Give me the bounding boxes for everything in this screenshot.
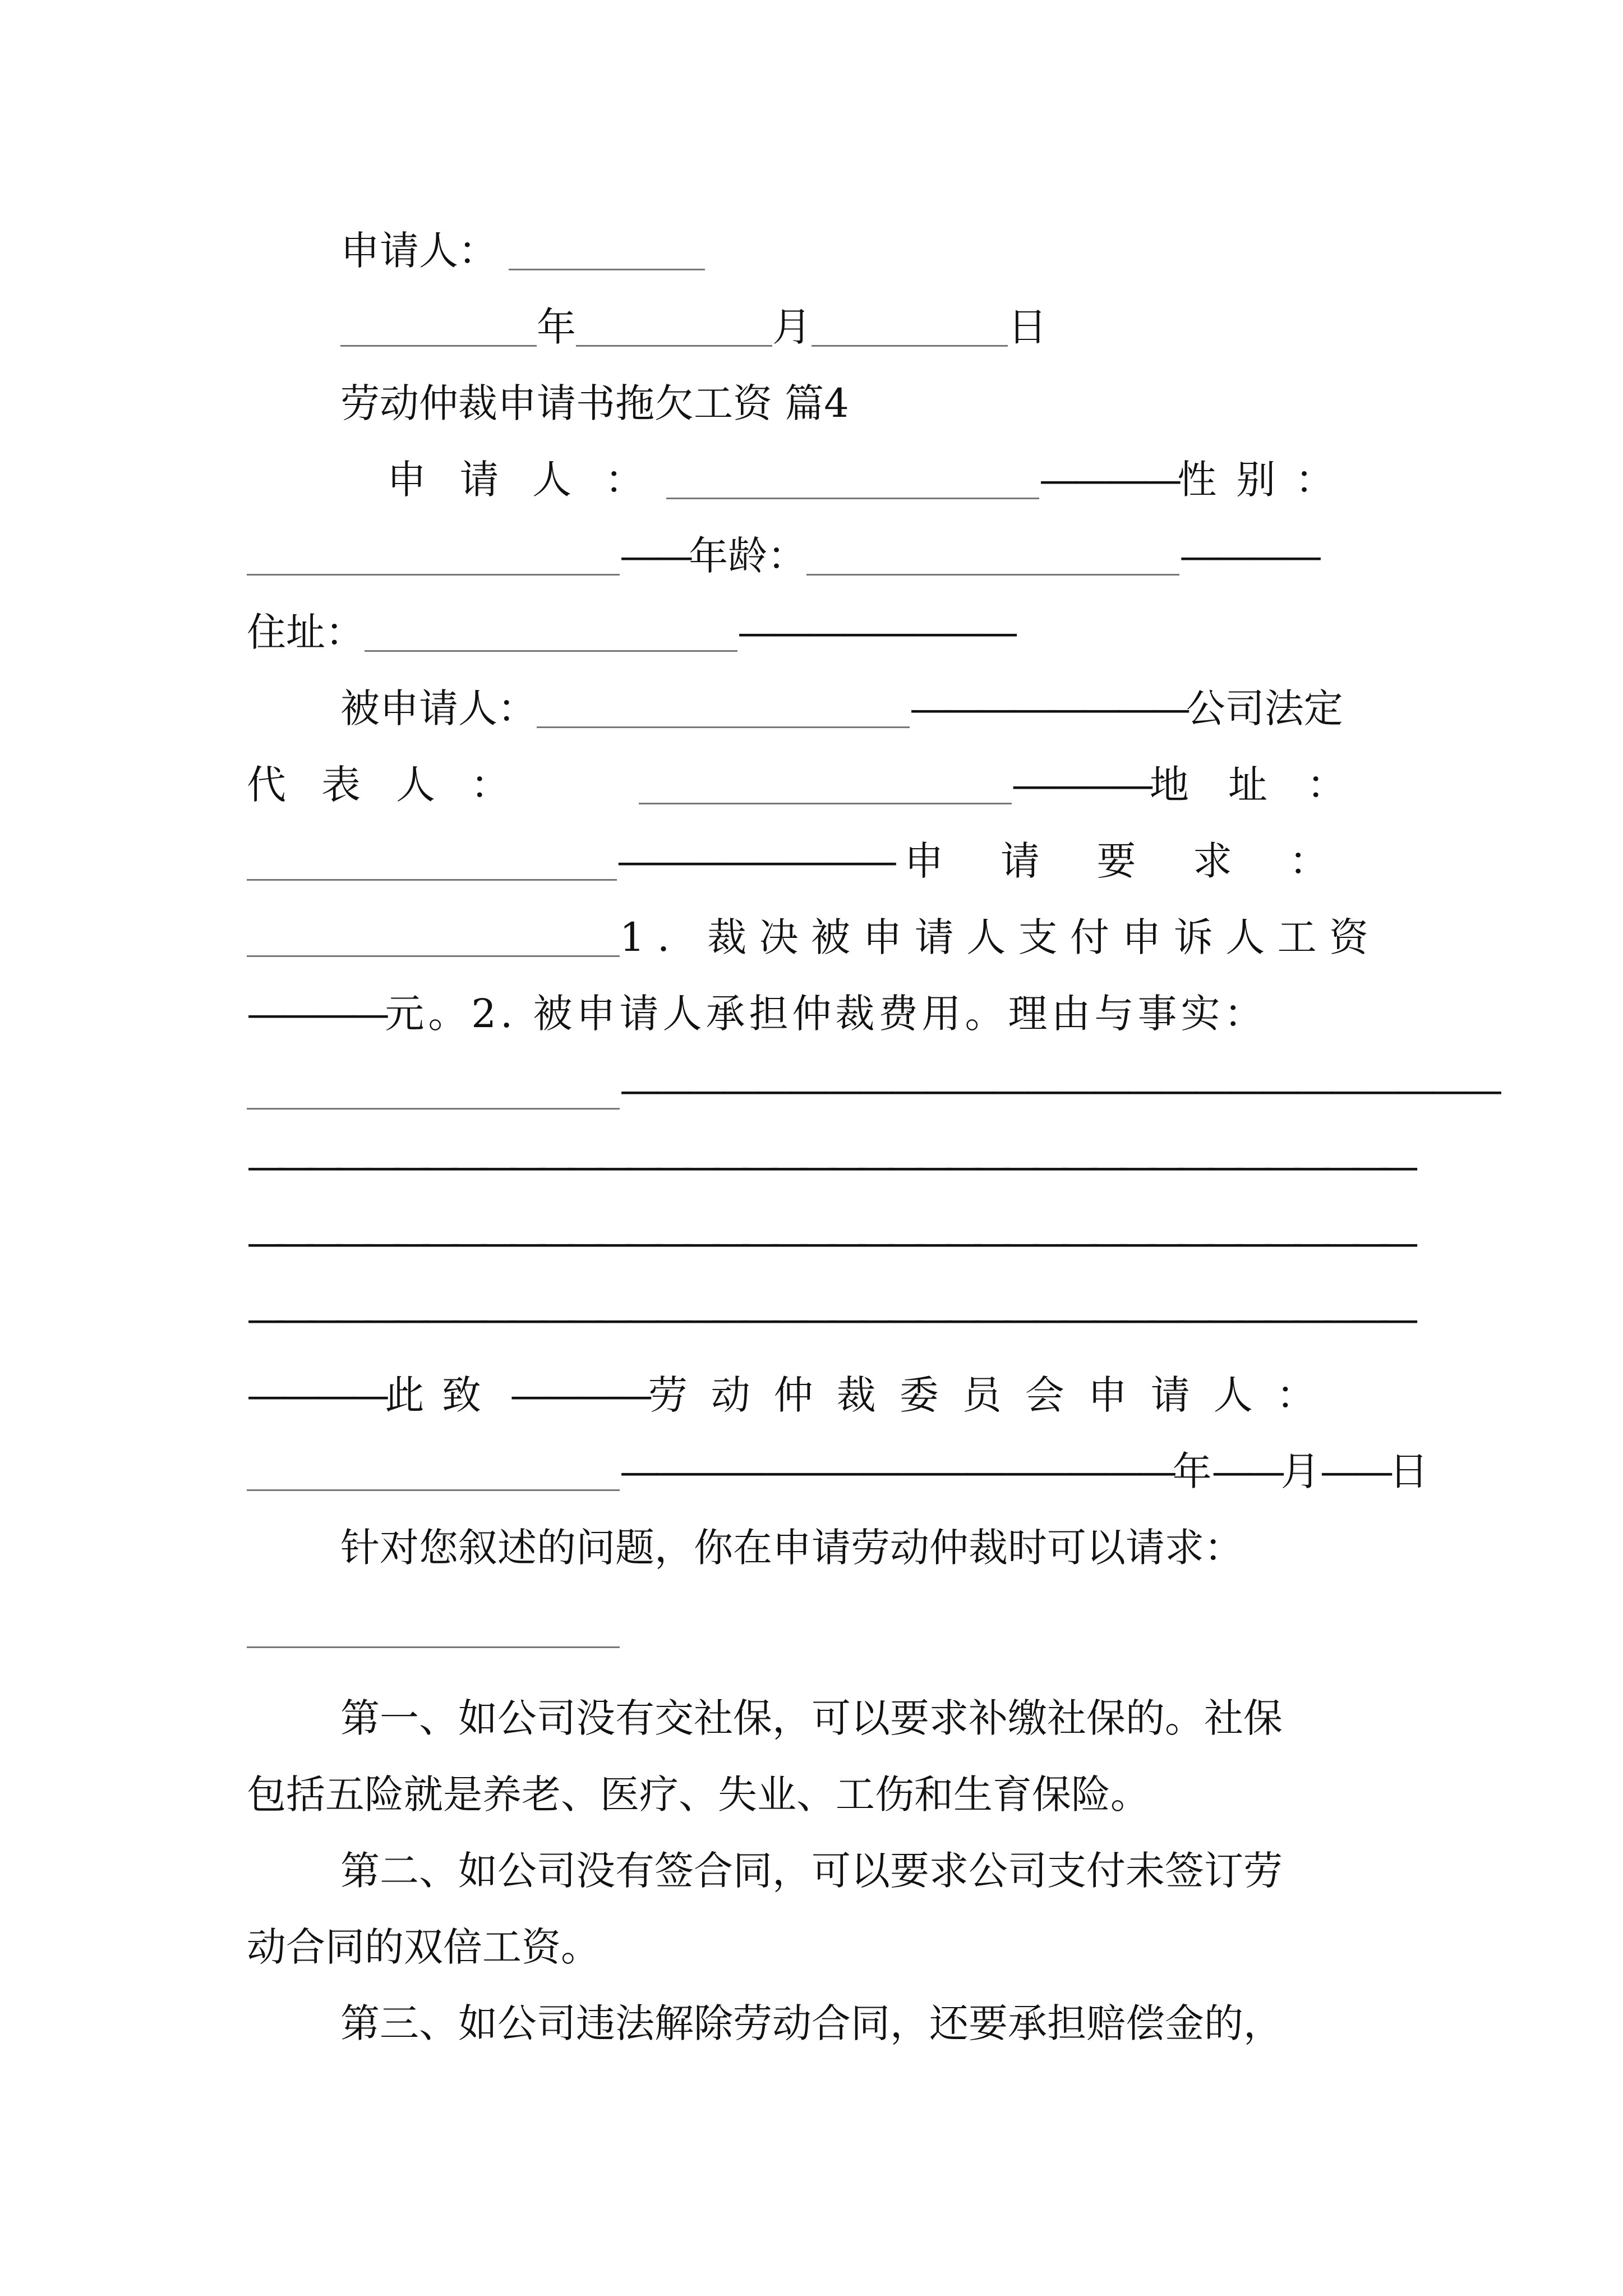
reason-dash-2: ————————————————————————————————————————	[247, 1220, 1409, 1266]
age-label: 年龄：	[689, 533, 807, 579]
section-title	[340, 378, 849, 426]
request-blank	[247, 918, 620, 957]
reason-line-3	[247, 1294, 1409, 1342]
applicant-blank	[509, 232, 705, 270]
respondent-blank	[537, 689, 910, 728]
month-blank	[576, 308, 772, 347]
sincerely-label: 此致	[385, 1372, 499, 1418]
advice-item-2a	[340, 1846, 1283, 1894]
dash-3: ————	[1179, 533, 1318, 579]
address-label: 住址：	[247, 609, 365, 655]
form-row-req1	[247, 912, 1381, 960]
age-blank	[806, 537, 1179, 576]
request-item-2: 元。2. 被申请人承担仲裁费用。理由与事实：	[385, 991, 1267, 1037]
form-month-label: 月	[1280, 1448, 1320, 1494]
legal-rep-fill	[639, 762, 1385, 808]
advice-item-3-text: 第三、如公司违法解除劳动合同，还要承担赔偿金的，	[340, 2000, 1283, 2046]
reason-line-1	[247, 1141, 1409, 1189]
dash-11: ————	[510, 1372, 648, 1418]
advice-item-2a-text: 第二、如公司没有签合同，可以要求公司支付未签订劳	[340, 1848, 1283, 1894]
gender-label: 性别：	[1177, 457, 1354, 503]
address-blank	[365, 613, 737, 652]
dash-9: ——————————————————————————	[620, 1067, 1498, 1113]
legal-rep-blank	[639, 766, 1012, 804]
form-day-label: 日	[1389, 1448, 1429, 1494]
sign-blank	[247, 1452, 620, 1491]
form-row-applicant	[387, 454, 1354, 503]
advice-item-1b-text: 包括五险就是养老、医疗、失业、工伤和生育保险。	[247, 1772, 1150, 1818]
form-row-request	[247, 836, 1385, 884]
form-row-respondent	[340, 683, 1343, 731]
reason-line-2	[247, 1217, 1409, 1266]
dash-12: ————————————————	[620, 1448, 1173, 1494]
dash-13: ——	[1211, 1448, 1281, 1494]
form-row-reason	[247, 1065, 1498, 1113]
dash-5: ————————	[910, 685, 1186, 731]
legal-rep-label-1: 公司法定	[1186, 685, 1343, 731]
respondent-label: 被申请人：	[340, 685, 537, 731]
addr2-blank	[247, 842, 617, 881]
advice-item-1a-text: 第一、如公司没有交社保，可以要求补缴社保的。社保	[340, 1695, 1283, 1741]
form-applicant-blank	[666, 461, 1039, 499]
signature-line	[340, 226, 705, 274]
dash-8: ————	[247, 991, 385, 1037]
form-year-label: 年	[1172, 1448, 1212, 1494]
dash-6: ————	[1011, 762, 1150, 808]
form-row-date	[247, 1446, 1429, 1494]
gender-blank	[247, 537, 620, 576]
form-row-address	[247, 607, 1014, 655]
day-blank	[811, 308, 1008, 347]
dash-7: ————————	[616, 838, 893, 884]
dash-1: ————	[1039, 457, 1178, 503]
advice-intro	[340, 1522, 1243, 1571]
section-title-text: 劳动仲裁申请书拖欠工资 篇4	[340, 380, 849, 426]
form-row-req2	[247, 988, 1267, 1037]
committee-label: 劳动仲裁委员会申请人：	[648, 1372, 1339, 1418]
form-row-legal-rep	[247, 760, 1385, 808]
dash-10: ————	[247, 1372, 385, 1418]
legal-rep-label-2: 代表人：	[247, 762, 545, 808]
advice-blank-line	[247, 1646, 620, 1648]
advice-item-2b	[247, 1922, 600, 1970]
dash-14: ——	[1320, 1448, 1390, 1494]
date-line	[340, 302, 1047, 350]
applicant-label: 申请人：	[340, 228, 497, 274]
year-label: 年	[537, 304, 576, 350]
month-label: 月	[772, 304, 811, 350]
dash-2: ——	[620, 533, 689, 579]
year-blank	[340, 308, 537, 347]
reason-dash-3: ————————————————————————————————————————	[247, 1296, 1409, 1342]
advice-item-1a	[340, 1693, 1283, 1741]
request-item-1: 1. 裁决被申请人支付申诉人工资	[620, 914, 1381, 960]
day-label: 日	[1008, 304, 1047, 350]
addr2-label: 地址：	[1150, 762, 1385, 808]
reason-blank	[247, 1071, 620, 1110]
advice-item-1b	[247, 1769, 1150, 1818]
advice-item-2b-text: 动合同的双倍工资。	[247, 1924, 600, 1970]
form-row-closing	[247, 1370, 1339, 1418]
advice-item-3	[340, 1998, 1283, 2046]
form-row-age	[247, 531, 1318, 579]
form-applicant-label: 申请人：	[387, 457, 677, 503]
dash-4: ————————	[737, 609, 1014, 655]
request-label: 申请要求：	[904, 838, 1385, 884]
advice-intro-text: 针对您叙述的问题，你在申请劳动仲裁时可以请求：	[340, 1525, 1243, 1571]
reason-dash-1: ————————————————————————————————————————	[247, 1143, 1409, 1189]
